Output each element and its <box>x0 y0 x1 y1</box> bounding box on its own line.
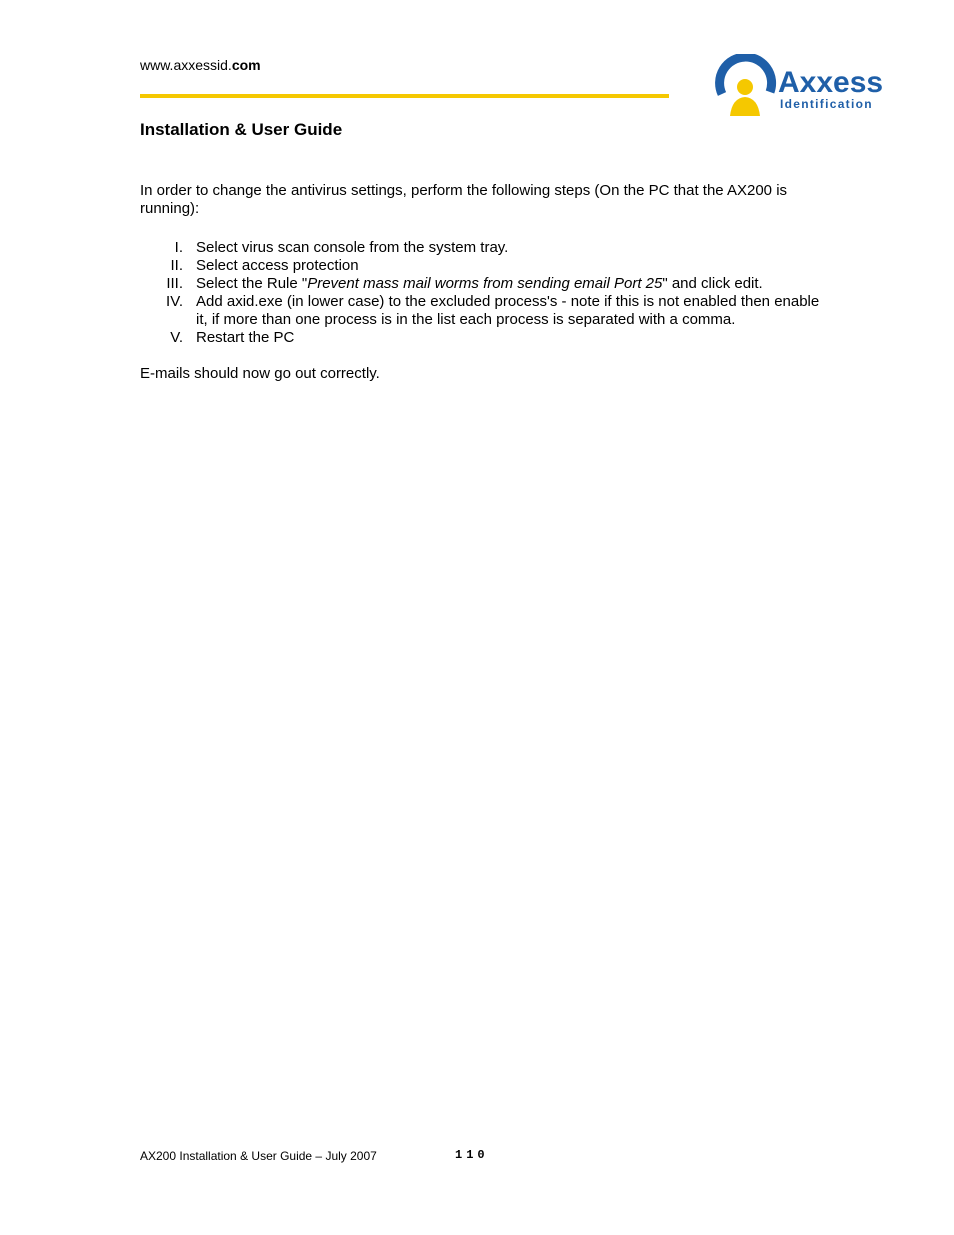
step-number: III. <box>166 275 183 292</box>
logo-wordmark: Axxess <box>778 66 884 99</box>
intro-paragraph: In order to change the antivirus settings, perform the following steps (On the PC that the AX200 is running): <box>140 182 788 217</box>
list-item <box>140 275 830 293</box>
logo-head-icon <box>737 79 753 95</box>
list-item <box>140 257 830 275</box>
step-text: Select the Rule "Prevent mass mail worms from sending email Port 25" and click edit. <box>196 275 763 292</box>
document-title: Installation & User Guide <box>140 120 343 139</box>
step-text: Select virus scan console from the system tray. <box>196 239 509 256</box>
header-divider <box>140 94 669 98</box>
website-url[interactable]: www.axxessid.com <box>140 57 261 73</box>
axxess-logo <box>712 54 892 120</box>
step-number: IV. <box>166 293 183 310</box>
page-number: 110 <box>455 1148 489 1162</box>
logo-body-icon <box>730 97 760 116</box>
closing-paragraph: E-mails should now go out correctly. <box>140 365 380 382</box>
step-text: Restart the PC <box>196 329 295 346</box>
step-text: Add axid.exe (in lower case) to the excluded process's - note if this is not enabled then enable it, if more than one process is in the list each process is separated with a comma. <box>196 293 820 328</box>
rule-name: Prevent mass mail worms from sending email Port 25 <box>307 275 663 292</box>
steps-list <box>140 239 830 347</box>
footer-text: AX200 Installation & User Guide – July 2007 <box>140 1149 377 1163</box>
step-number: I. <box>174 239 183 256</box>
step-number: V. <box>170 329 183 346</box>
logo-subtitle: Identification <box>780 97 873 111</box>
step-number: II. <box>170 257 183 274</box>
step-text: Select access protection <box>196 257 359 274</box>
list-item <box>140 329 830 347</box>
list-item <box>140 239 830 257</box>
list-item <box>140 293 830 329</box>
